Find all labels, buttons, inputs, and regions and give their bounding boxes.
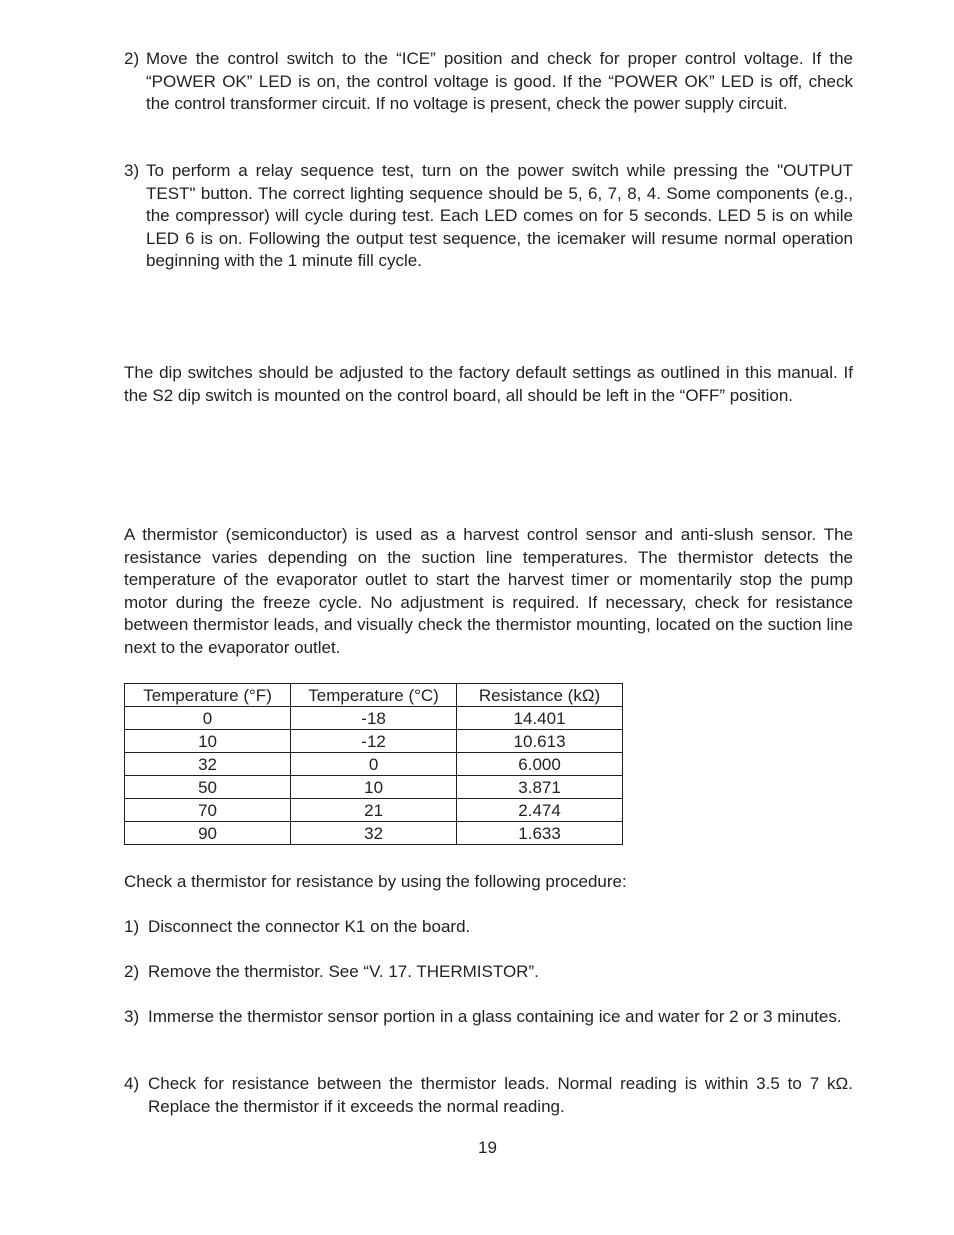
cell-resistance: 1.633 <box>457 822 623 845</box>
table-row <box>125 776 623 799</box>
cell-temp-c: 0 <box>291 753 457 776</box>
procedure-step <box>124 961 853 984</box>
step-text: To perform a relay sequence test, turn on the power switch while pressing the "OUTPUT TEST" button. The correct lighting sequence should be 5, 6, 7, 8, 4. Some components (e.g., the compressor) will cycle during test. Each LED comes on for 5 seconds. LED 5 is on while LED 6 is on. Following the output test sequence, the icemaker will resume normal operation beginning with the 1 minute fill cycle. <box>146 161 853 270</box>
cell-temp-c: -18 <box>291 707 457 730</box>
thermistor-resistance-table <box>124 683 623 845</box>
step-number: 1) <box>124 917 140 936</box>
cell-temp-c: 10 <box>291 776 457 799</box>
dip-switch-paragraph: The dip switches should be adjusted to the factory default settings as outlined in this manual. If the S2 dip switch is mounted on the control board, all should be left in the “OFF” position. <box>124 363 853 405</box>
cell-temp-c: -12 <box>291 730 457 753</box>
step-text: Disconnect the connector K1 on the board. <box>148 917 471 936</box>
header-temp-c: Temperature (°C) <box>291 684 457 707</box>
table-row <box>125 799 623 822</box>
cell-temp-f: 50 <box>125 776 291 799</box>
cell-temp-f: 32 <box>125 753 291 776</box>
table-row <box>125 730 623 753</box>
cell-resistance: 14.401 <box>457 707 623 730</box>
cell-temp-f: 10 <box>125 730 291 753</box>
table-row <box>125 707 623 730</box>
control-voltage-step <box>124 48 853 116</box>
step-text: Check for resistance between the thermistor leads. Normal reading is within 3.5 to 7 kΩ. Replace the thermistor if it exceeds the normal reading. <box>148 1074 853 1116</box>
cell-resistance: 10.613 <box>457 730 623 753</box>
cell-resistance: 6.000 <box>457 753 623 776</box>
thermistor-paragraph: A thermistor (semiconductor) is used as a harvest control sensor and anti-slush sensor. The resistance varies depending on the suction line temperatures. The thermistor detects the temperature of the evaporator outlet to start the harvest timer or momentarily stop the pump motor during the freeze cycle. No adjustment is required. If necessary, check for resistance between thermistor leads, and visually check the thermistor mounting, located on the suction line next to the evaporator outlet. <box>124 525 853 657</box>
cell-resistance: 2.474 <box>457 799 623 822</box>
check-procedure-intro: Check a thermistor for resistance by using the following procedure: <box>124 872 627 891</box>
step-number: 2) <box>124 49 140 68</box>
step-text: Move the control switch to the “ICE” position and check for proper control voltage. If the “POWER OK” LED is on, the control voltage is good. If the “POWER OK” LED is off, check the control transformer circuit. If no voltage is present, check the power supply circuit. <box>146 49 853 113</box>
procedure-step <box>124 1006 853 1029</box>
step-text: Immerse the thermistor sensor portion in a glass containing ice and water for 2 or 3 minutes. <box>148 1007 842 1026</box>
step-number: 2) <box>124 962 140 981</box>
step-number: 3) <box>124 1007 140 1026</box>
cell-temp-f: 70 <box>125 799 291 822</box>
header-temp-f: Temperature (°F) <box>125 684 291 707</box>
table-row <box>125 822 623 845</box>
procedure-step <box>124 1073 853 1118</box>
cell-temp-f: 90 <box>125 822 291 845</box>
cell-temp-c: 21 <box>291 799 457 822</box>
table-row <box>125 753 623 776</box>
header-resistance: Resistance (kΩ) <box>457 684 623 707</box>
table-header-row <box>125 684 623 707</box>
procedure-step <box>124 916 853 939</box>
relay-sequence-step <box>124 160 853 273</box>
cell-temp-c: 32 <box>291 822 457 845</box>
cell-temp-f: 0 <box>125 707 291 730</box>
cell-resistance: 3.871 <box>457 776 623 799</box>
step-number: 4) <box>124 1074 140 1093</box>
step-text: Remove the thermistor. See “V. 17. THERMISTOR”. <box>148 962 539 981</box>
page-number: 19 <box>478 1138 497 1157</box>
step-number: 3) <box>124 161 140 180</box>
